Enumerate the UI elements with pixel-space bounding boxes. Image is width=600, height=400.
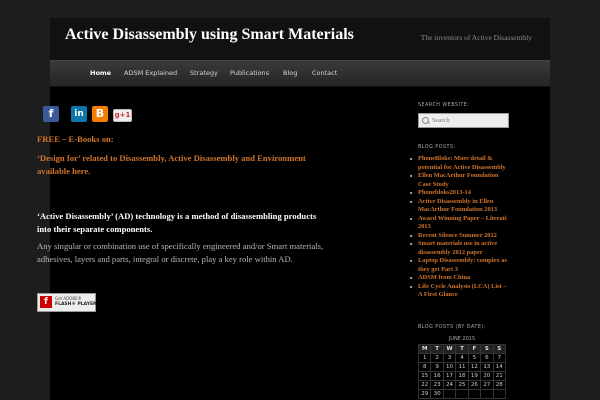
blog-post-link[interactable]: ■ PhoneBloks: More detail & potential for Active Disassembly (409, 155, 509, 172)
calendar-day: 14 (493, 363, 505, 372)
blog-post-link[interactable]: ■ Recent Silence Summer 2012 (409, 232, 509, 241)
calendar-day: 19 (468, 372, 480, 381)
calendar-day: 30 (431, 390, 443, 399)
calendar-day (468, 390, 480, 399)
calendar-day: 22 (419, 381, 431, 390)
nav-blog[interactable]: Blog (283, 69, 298, 77)
site-tagline: The inventors of Active Disassembly (420, 33, 532, 42)
nav-contact[interactable]: Contact (312, 69, 338, 77)
site-title[interactable]: Active Disassembly using Smart Materials (65, 26, 354, 43)
calendar-day (481, 390, 493, 399)
ad-intro-text: ‘Active Disassembly’ (AD) technology is a method of disassembling products into their separate components. (37, 211, 317, 234)
search-input[interactable] (432, 114, 506, 127)
calendar-day: 4 (456, 354, 468, 363)
calendar-day: 27 (481, 381, 493, 390)
calendar-day-header: W (443, 345, 455, 354)
search-heading: SEARCH WEBSITE: (418, 103, 470, 108)
site-header (50, 18, 550, 60)
calendar-day: 5 (468, 354, 480, 363)
calendar-day: 13 (481, 363, 493, 372)
nav-strategy[interactable]: Strategy (190, 69, 218, 77)
ad-description-text: Any singular or combination use of specifically engineered and/or Smart materials, adhesives, layers and parts, integral or discrete, play a key role within AD. (37, 241, 324, 264)
linkedin-icon[interactable]: in (71, 106, 87, 122)
blog-post-link[interactable]: ■ ADSM from China (409, 274, 509, 283)
calendar-day: 29 (419, 390, 431, 399)
calendar-day: 6 (481, 354, 493, 363)
blog-post-link[interactable]: ■ Active Disassembly in Ellen MacArthur Foundation 2013 (409, 198, 509, 215)
search-icon-handle (427, 121, 430, 124)
calendar-day: 15 (419, 372, 431, 381)
blogger-icon[interactable]: B (92, 106, 108, 122)
calendar-day: 26 (468, 381, 480, 390)
flash-get-text: Get ADOBE® (55, 296, 82, 301)
ebooks-heading: FREE – E-Books on: (37, 134, 114, 144)
calendar-day: 8 (419, 363, 431, 372)
calendar-day: 12 (468, 363, 480, 372)
calendar-day: 21 (493, 372, 505, 381)
calendar-day: 16 (431, 372, 443, 381)
search-box (418, 113, 509, 128)
calendar-day: 2 (431, 354, 443, 363)
flash-player-badge[interactable] (37, 293, 96, 312)
flash-icon: f (40, 296, 52, 308)
blog-posts-heading: BLOG POSTS: (418, 145, 456, 150)
nav-publications[interactable]: Publications (230, 69, 270, 77)
calendar-day (443, 390, 455, 399)
design-for-link[interactable]: ‘Design for’ related to Disassembly, Active Disassembly and Environment available here. (37, 153, 306, 176)
facebook-icon[interactable]: f (43, 106, 59, 122)
calendar-day: 1 (419, 354, 431, 363)
calendar-day: 10 (443, 363, 455, 372)
flash-player-text: FLASH® PLAYER (55, 302, 97, 307)
calendar-day: 9 (431, 363, 443, 372)
nav-adsm-explained[interactable]: ADSM Explained (124, 69, 178, 77)
calendar-day-header: T (456, 345, 468, 354)
blog-post-link[interactable]: ■ Phonebloks2013-14 (409, 189, 509, 198)
calendar-day: 24 (443, 381, 455, 390)
calendar-day: 28 (493, 381, 505, 390)
calendar-day: 11 (456, 363, 468, 372)
calendar-day: 23 (431, 381, 443, 390)
calendar-day: 18 (456, 372, 468, 381)
nav-home[interactable]: Home (90, 69, 112, 77)
calendar-day: 7 (493, 354, 505, 363)
calendar-day: 20 (481, 372, 493, 381)
blog-post-link[interactable]: ■ Award Winning Paper – Literati 2013 (409, 215, 509, 232)
calendar (418, 334, 506, 399)
calendar-day (456, 390, 468, 399)
calendar-day-header: M (419, 345, 431, 354)
blog-post-link[interactable]: ■ Laptop Disassembly: complex as they get Part 3 (409, 257, 509, 274)
blog-by-date-heading: BLOG POSTS (BY DATE): (418, 325, 486, 330)
blog-post-link[interactable]: ■ Smart materials use in active disassembly 2012 paper (409, 240, 509, 257)
google-plus-icon[interactable]: g+1 (113, 109, 132, 122)
calendar-day-header: F (468, 345, 480, 354)
calendar-day-header: S (481, 345, 493, 354)
calendar-day-header: T (431, 345, 443, 354)
calendar-day: 3 (443, 354, 455, 363)
main-nav (50, 60, 550, 87)
blog-post-link[interactable]: ■ Life Cycle Analysis (LCA) List – A First Glance (409, 283, 509, 300)
calendar-day: 25 (456, 381, 468, 390)
calendar-day-header: S (493, 345, 505, 354)
blog-post-link[interactable]: ■ Ellen MacArthur Foundation Case Study (409, 172, 509, 189)
blog-posts-list (409, 155, 509, 300)
calendar-caption: JUNE 2015 (448, 336, 476, 342)
calendar-day (493, 390, 505, 399)
calendar-day: 17 (443, 372, 455, 381)
